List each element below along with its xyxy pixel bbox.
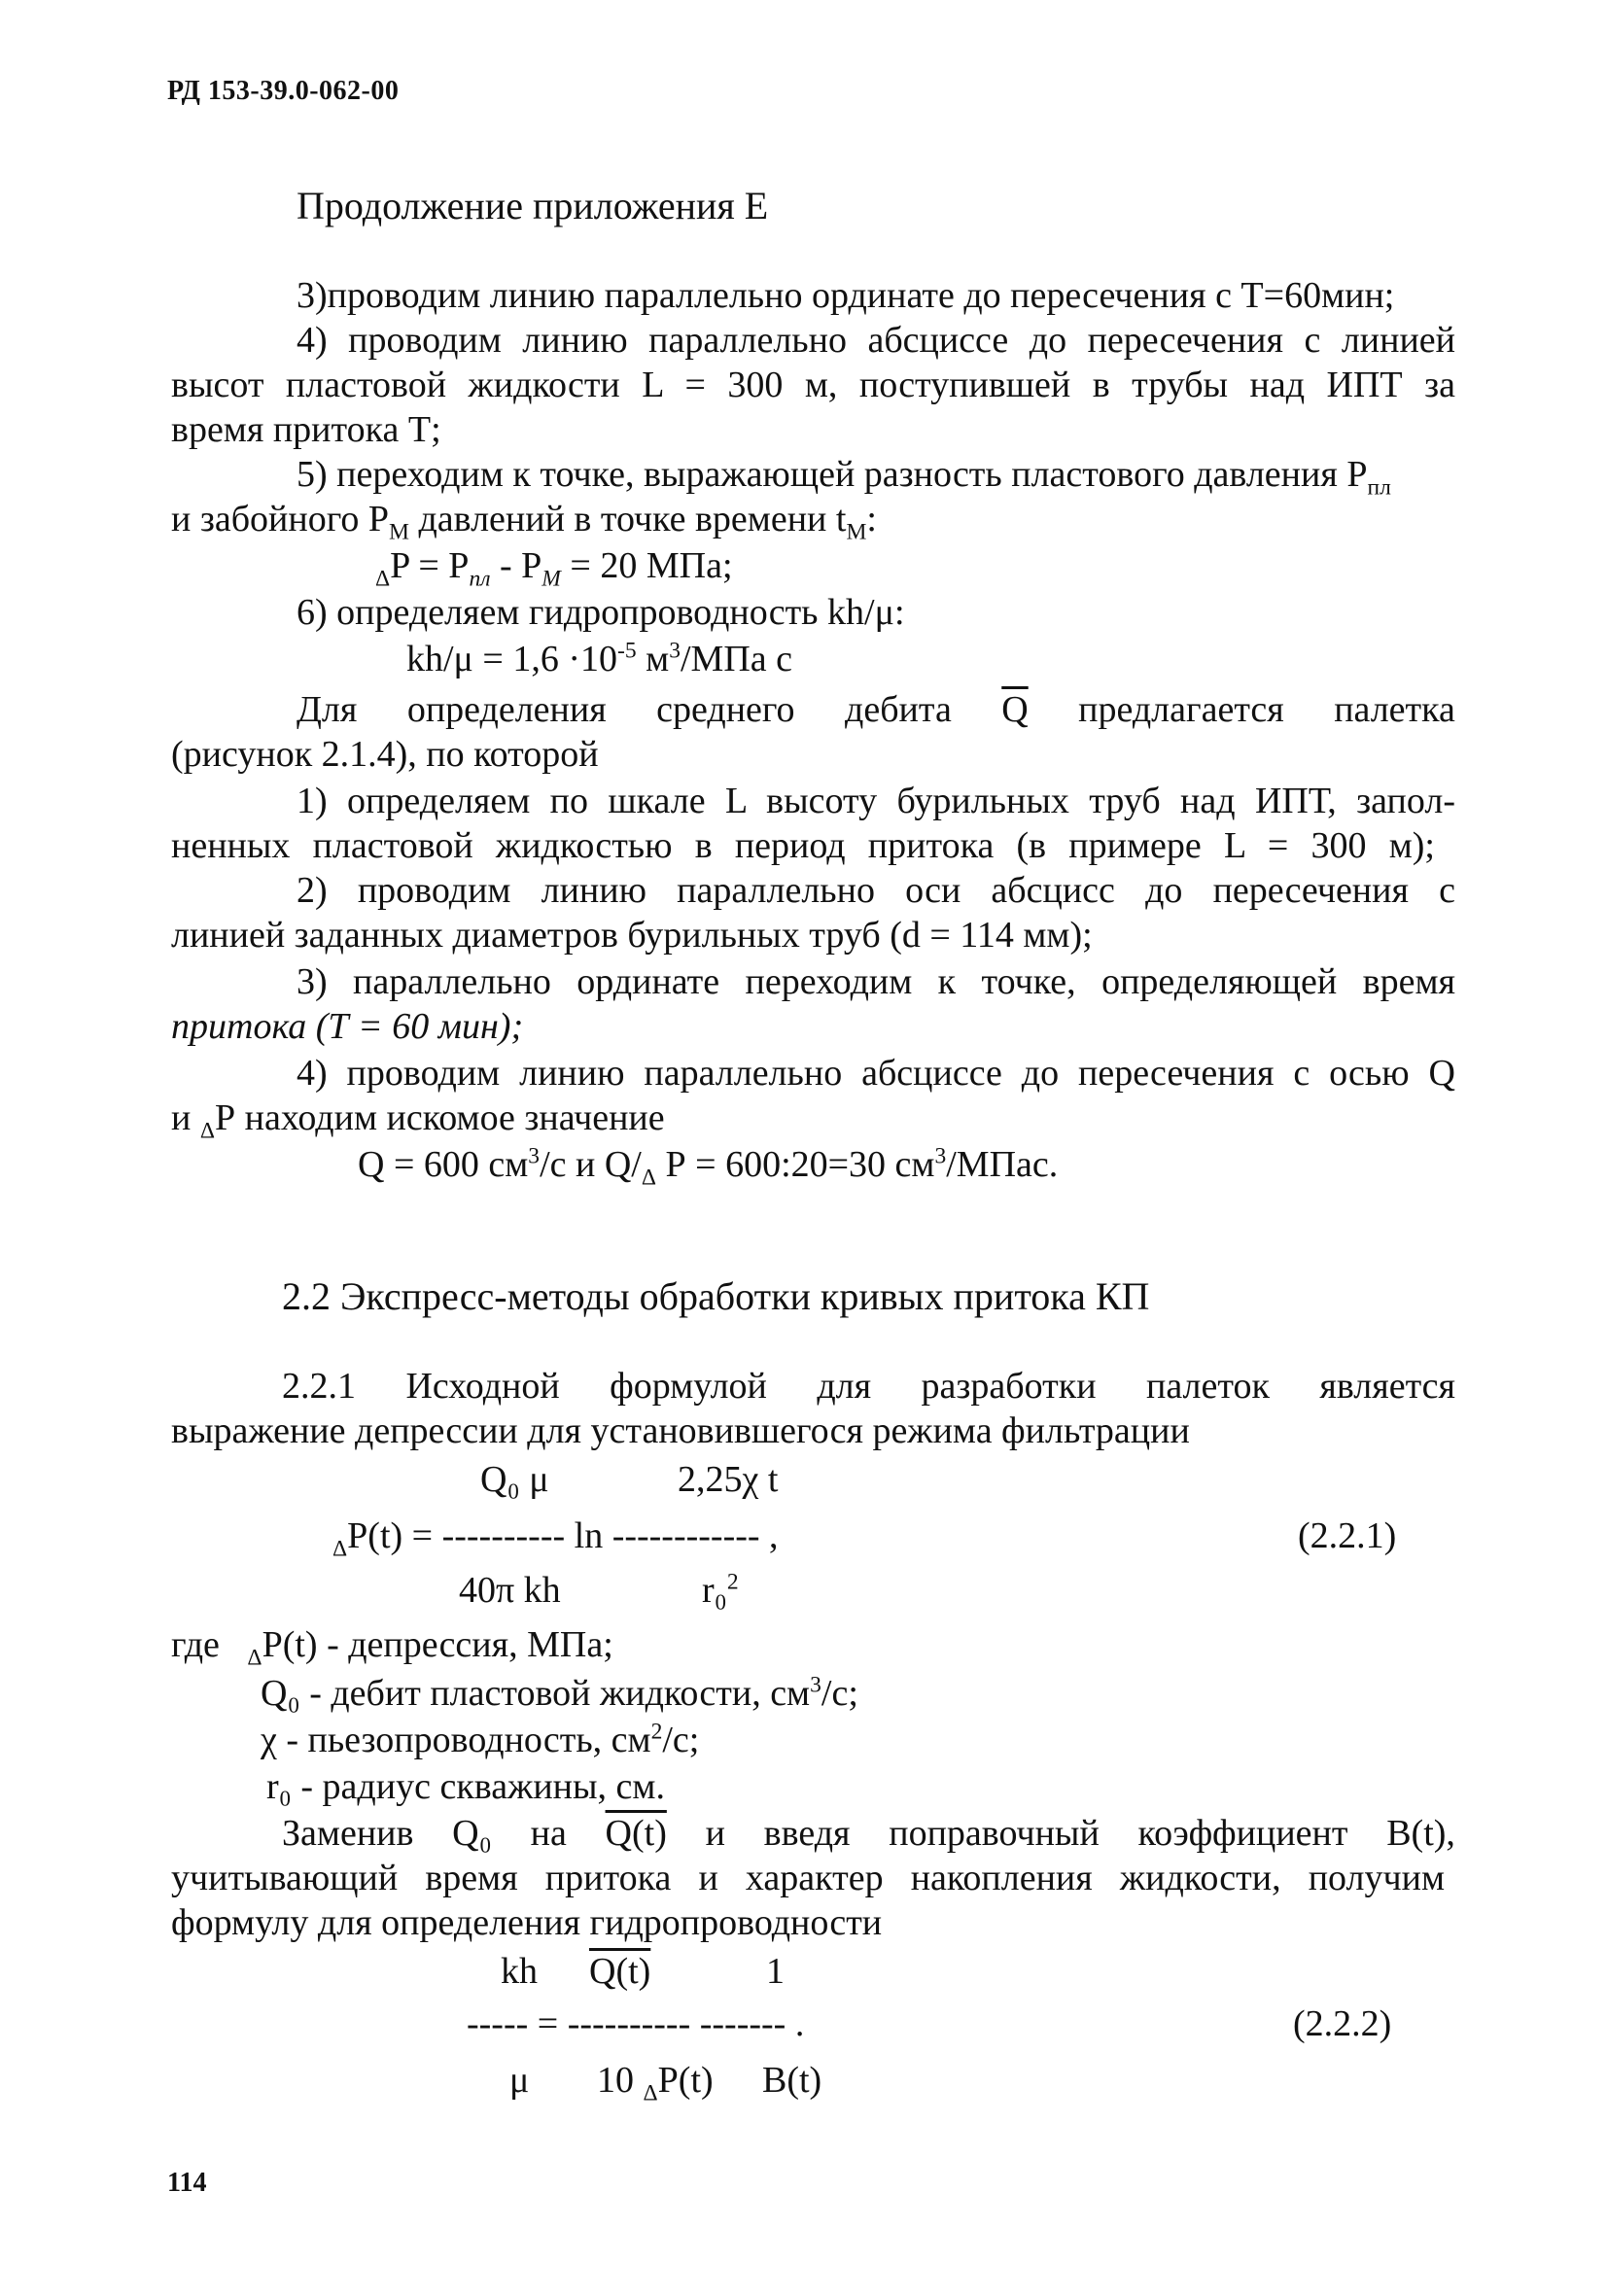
formula-2-top-1: kh <box>501 1951 538 1992</box>
step-b3-line-1: 3) параллельно ординате переходим к точке, определяющей время <box>297 961 1455 1002</box>
section-heading: 2.2 Экспресс-методы обработки кривых притока КП <box>282 1274 1150 1318</box>
equation-delta-p: $_\Delta P = P_{пл} - P_М = 20$ МПа; <box>375 545 733 592</box>
step-4-line-3: время притока Т; <box>171 409 441 450</box>
formula-1-numerator-right: 2,25χ t <box>678 1459 779 1500</box>
step-4-line-2: высот пластовой жидкости L = 300 м, поступившей в трубы над ИПТ за <box>171 365 1455 405</box>
document-code: РД 153-39.0-062-00 <box>167 76 400 106</box>
para-2-line-1: Заменив Q₀ на Q(t) и введя поправочный коэффициент В(t), <box>282 1813 1455 1854</box>
where-item-4: r₀ - радиус скважины, см. <box>266 1766 665 1807</box>
para-2-line-2: учитывающий время притока и характер накопления жидкости, получим <box>171 1858 1445 1898</box>
result-equation: Q = 600 $см^3/с$ и $Q/_\Delta$ Р = 600:20=30 $см^3$/МПас. <box>358 1143 1059 1191</box>
formula-2-top-3: 1 <box>766 1951 785 1992</box>
formula-2-main-line: ----- = ---------- ------- . <box>467 2003 805 2044</box>
where-item-2: Q₀ - дебит пластовой жидкости, $см^3/с$; <box>261 1672 858 1714</box>
formula-2-bottom-3: B(t) <box>762 2060 822 2101</box>
section-para-line-2: выражение депрессии для установившегося режима фильтрации <box>171 1410 1190 1451</box>
equation-kh-mu: $kh/\mu = 1,6 \cdot 10^{-5}$ $м^3$/МПа с <box>406 638 792 679</box>
step-4-line-1: 4) проводим линию параллельно абсциссе до пересечения с линией <box>297 320 1455 361</box>
step-b2-line-2: линией заданных диаметров бурильных труб (d = 114 мм); <box>171 915 1093 956</box>
step-3-text: 3)проводим линию параллельно ординате до пересечения с Т=60мин; <box>297 275 1395 316</box>
step-b2-line-1: 2) проводим линию параллельно оси абсцисс до пересечения с <box>297 870 1455 911</box>
formula-1-number: (2.2.1) <box>1298 1515 1397 1556</box>
formula-2-number: (2.2.2) <box>1293 2003 1392 2044</box>
para-2-line-3: формулу для определения гидропроводности <box>171 1902 883 1943</box>
formula-2-bottom-1: μ <box>509 2060 530 2101</box>
step-b4-line-1: 4) проводим линию параллельно абсциссе до пересечения с осью Q <box>297 1053 1455 1094</box>
step-5-line-1: 5) переходим к точке, выражающей разность пластового давления $Р_{пл}$ <box>297 454 1391 501</box>
appendix-continuation-title: Продолжение приложения Е <box>297 184 769 227</box>
step-b1-line-2: ненных пластовой жидкостью в период притока (в примере L = 300 м); <box>171 825 1435 866</box>
formula-1-denominator-right: r₀$^2$ <box>702 1569 739 1611</box>
formula-2-top-2: Q(t) <box>589 1951 651 1992</box>
where-item-1: где $_\Delta$P(t) - депрессия, МПа; <box>171 1624 613 1671</box>
para-q-line-1: Для определения среднего дебита $\overline{Q}$ предлагается палетка <box>297 689 1455 730</box>
page-number: 114 <box>167 2168 207 2198</box>
para-q-line-2: (рисунок 2.1.4), по которой <box>171 734 599 775</box>
step-6-text: 6) определяем гидропроводность kh/μ: <box>297 592 905 633</box>
formula-1-numerator-left: Q₀ μ <box>480 1459 549 1500</box>
step-b4-line-2: и $_\Delta$Р находим искомое значение <box>171 1097 665 1144</box>
step-b1-line-1: 1) определяем по шкале L высоту бурильных труб над ИПТ, запол- <box>297 781 1455 821</box>
where-item-3: χ - пьезопроводность, $см^2/с$; <box>261 1719 700 1760</box>
formula-1-denominator-left: 40π kh <box>459 1570 561 1611</box>
step-b3-line-2: притока (Т = 60 мин); <box>171 1006 524 1047</box>
section-para-line-1: 2.2.1 Исходной формулой для разработки палеток является <box>282 1366 1455 1407</box>
step-5-line-2: и забойного $Р_М$ давлений в точке времени $t_М$: <box>171 499 877 545</box>
formula-1-main-line: $_\Delta$P(t) = ---------- ln ------------ , <box>332 1515 779 1562</box>
formula-2-bottom-2: 10 $_\Delta$P(t) <box>597 2060 714 2106</box>
